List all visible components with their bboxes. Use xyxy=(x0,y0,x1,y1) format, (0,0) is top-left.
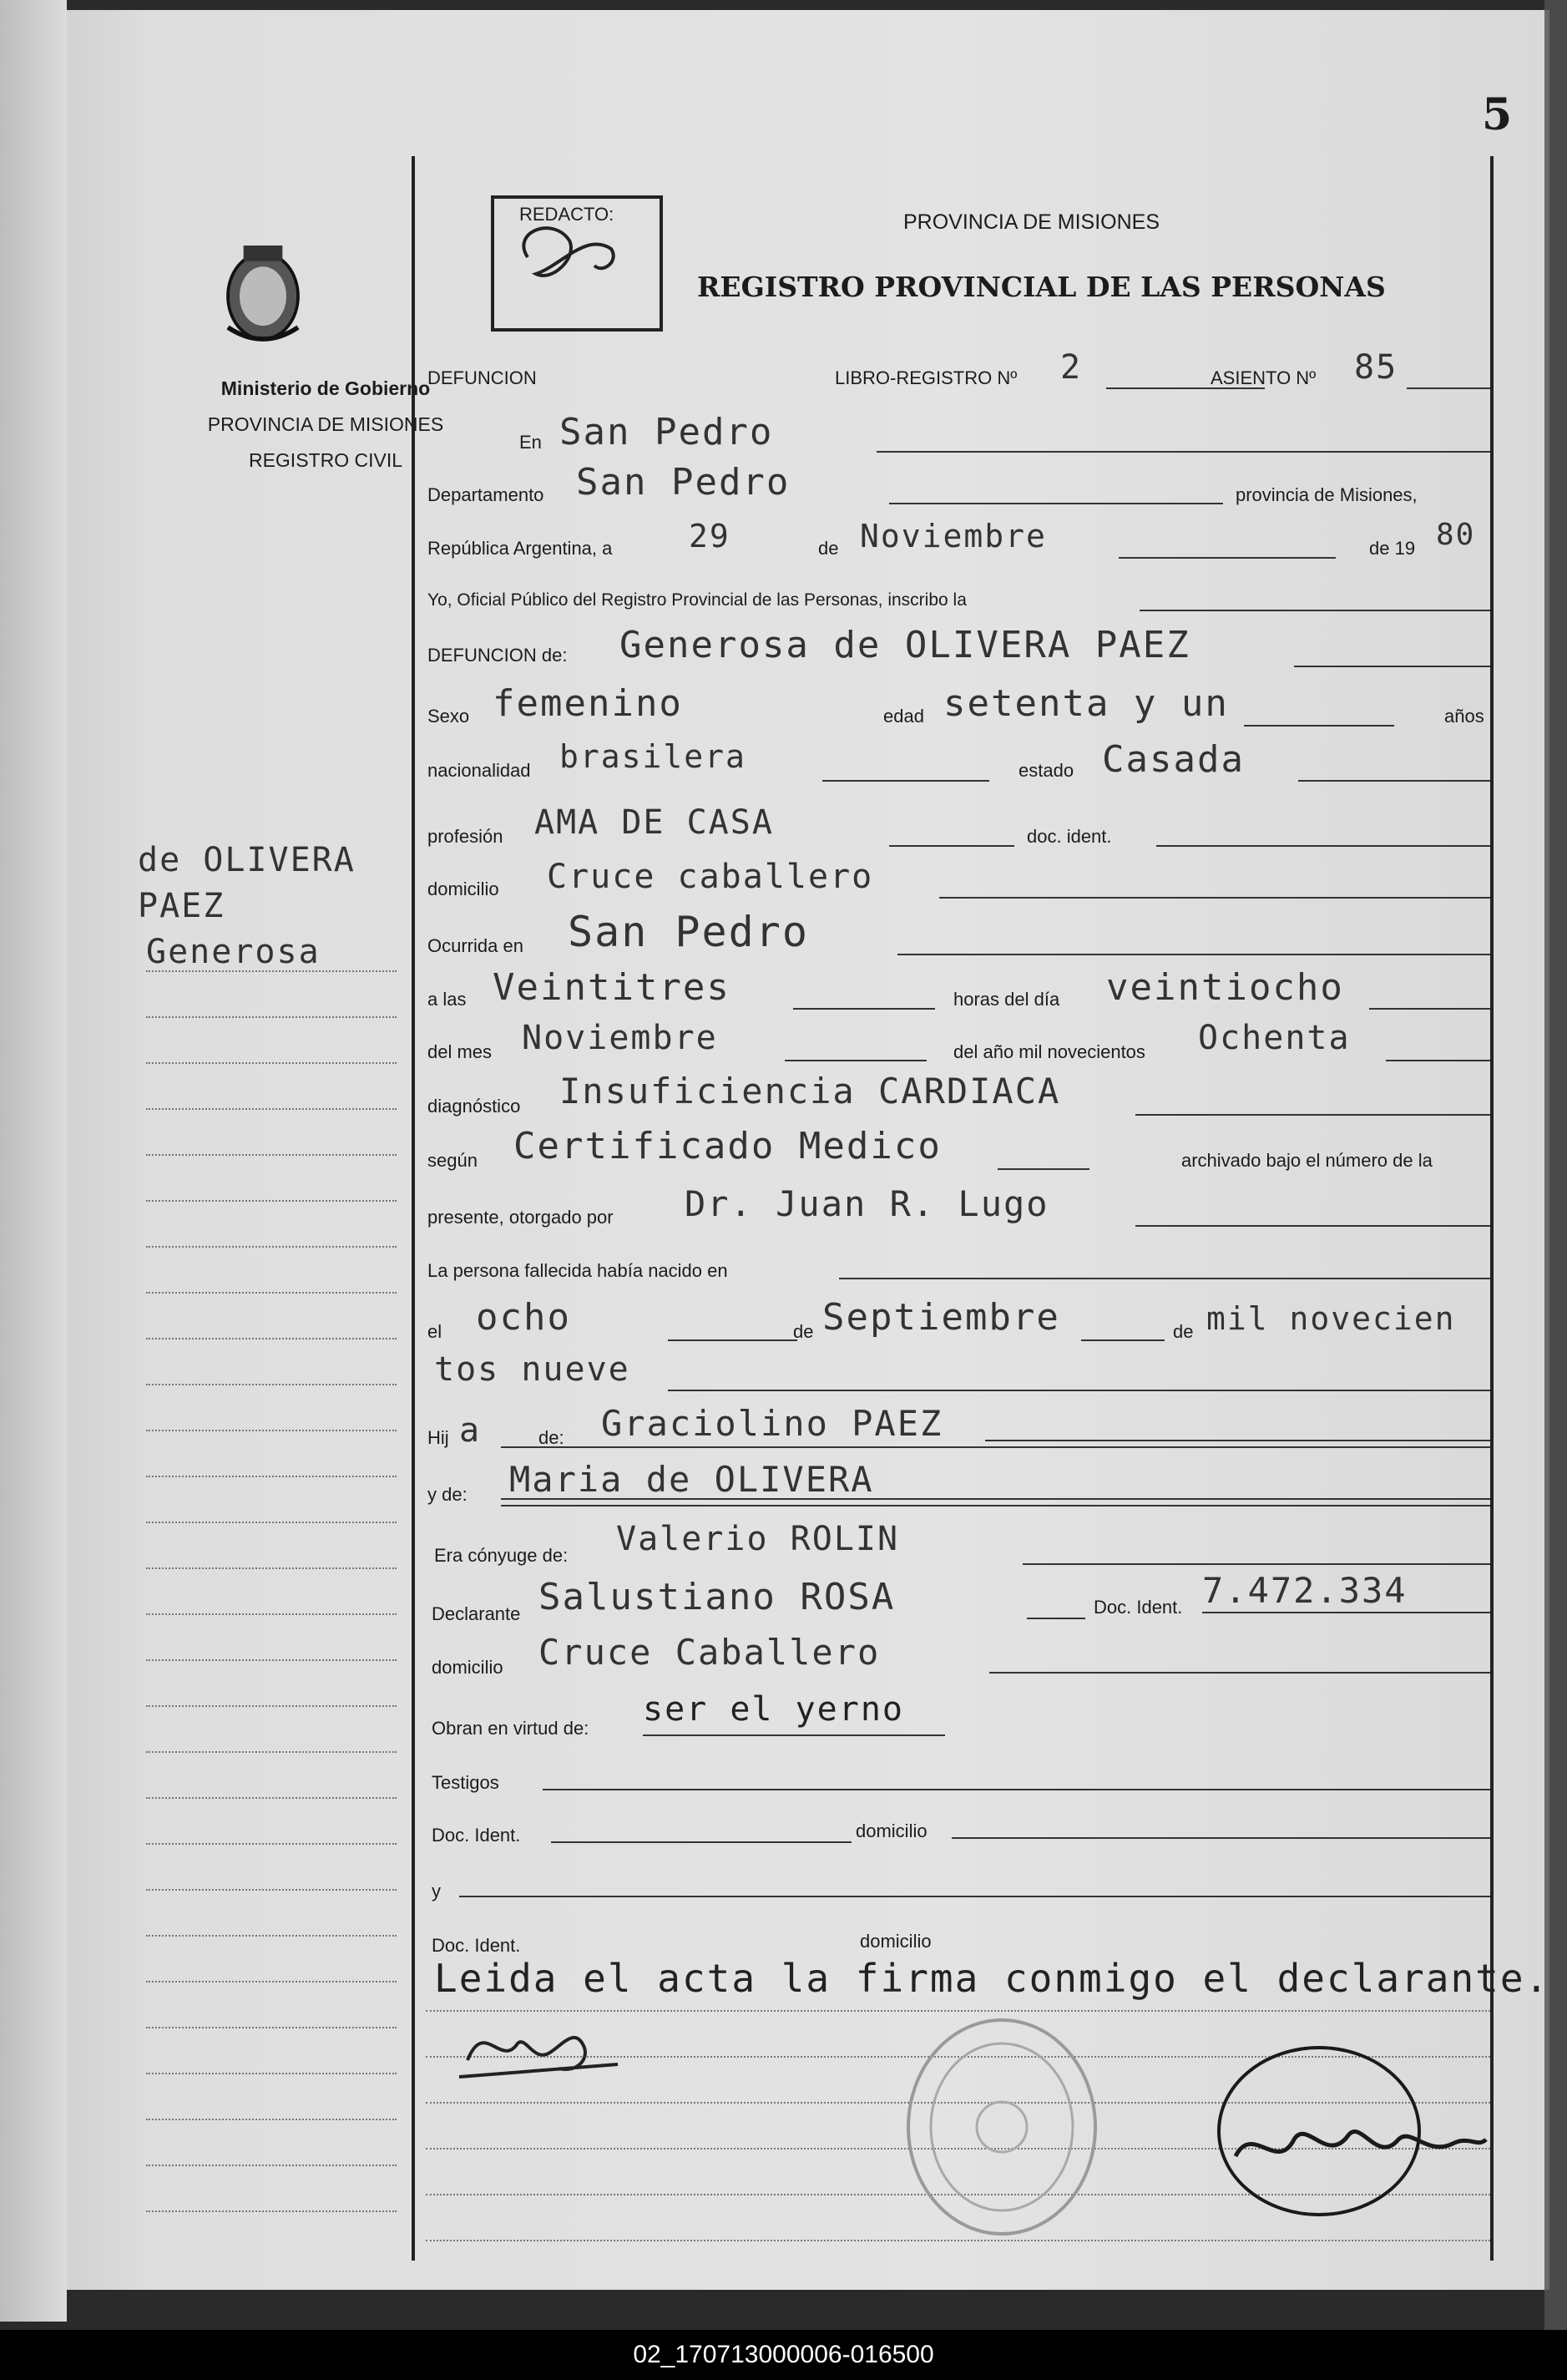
value-dia-texto: veintiocho xyxy=(1106,966,1344,1009)
value-medico: Dr. Juan R. Lugo xyxy=(685,1183,1049,1224)
label-segun: según xyxy=(427,1150,478,1171)
fill-padre-2 xyxy=(501,1446,1490,1448)
fill-hora xyxy=(793,1008,935,1010)
label-testigos: Testigos xyxy=(432,1772,499,1793)
value-estado: Casada xyxy=(1102,738,1245,781)
value-dia: 29 xyxy=(689,518,730,554)
label-asiento: ASIENTO Nº xyxy=(1211,367,1317,388)
label-nacionalidad: nacionalidad xyxy=(427,760,531,781)
label-presente: presente, otorgado por xyxy=(427,1207,614,1228)
value-nac-anio2: tos nueve xyxy=(434,1350,630,1389)
label-de-padre: de: xyxy=(538,1427,564,1448)
margin-note-line2: PAEZ xyxy=(138,887,225,925)
label-doc-ident: doc. ident. xyxy=(1027,826,1112,847)
label-estado: estado xyxy=(1019,760,1074,781)
stamp-label: REDACTO: xyxy=(519,204,614,225)
redacto-stamp xyxy=(491,195,663,332)
label-hij: Hij xyxy=(427,1427,449,1448)
label-republica: República Argentina, a xyxy=(427,538,613,559)
value-domicilio: Cruce caballero xyxy=(547,858,874,896)
value-nacionalidad: brasilera xyxy=(559,738,746,775)
value-domicilio-declarante: Cruce Caballero xyxy=(538,1632,881,1673)
official-signature xyxy=(1202,2039,1503,2231)
label-a-las: a las xyxy=(427,989,467,1010)
value-nac-dia: ocho xyxy=(476,1296,571,1339)
value-ocurrida: San Pedro xyxy=(568,908,809,956)
value-anio-texto: Ochenta xyxy=(1198,1019,1351,1057)
fill-ocurrida xyxy=(897,954,1490,955)
label-horas: horas del día xyxy=(953,989,1060,1010)
fill-nacionalidad xyxy=(822,780,989,782)
fill-nac-mes xyxy=(1081,1339,1165,1341)
fill-segun xyxy=(998,1168,1089,1170)
value-libro: 2 xyxy=(1060,348,1083,387)
fill-asiento xyxy=(1407,387,1490,389)
declarant-signature xyxy=(451,2002,634,2094)
label-el: el xyxy=(427,1321,442,1342)
label-libro: LIBRO-REGISTRO Nº xyxy=(835,367,1018,388)
label-domicilio: domicilio xyxy=(427,879,499,899)
value-diagnostico: Insuficiencia CARDIACA xyxy=(559,1071,1061,1112)
value-padre: Graciolino PAEZ xyxy=(601,1403,943,1444)
form-right-border xyxy=(1490,156,1494,2261)
fill-dia-texto xyxy=(1369,1008,1490,1010)
fill-domicilio-declarante xyxy=(989,1672,1490,1674)
label-departamento: Departamento xyxy=(427,484,544,505)
fill-diagnostico xyxy=(1135,1114,1490,1116)
label-del-mes: del mes xyxy=(427,1041,493,1062)
form-left-border xyxy=(412,156,415,2261)
fill-doc-testigo1 xyxy=(551,1841,852,1843)
label-conyuge: Era cónyuge de: xyxy=(434,1545,569,1566)
label-profesion: profesión xyxy=(427,826,503,847)
ministry-registry: REGISTRO CIVIL xyxy=(248,449,403,471)
value-hora: Veintitres xyxy=(493,966,730,1009)
fill-fallecido xyxy=(1294,666,1490,667)
fill-madre-2 xyxy=(501,1505,1490,1506)
label-en: En xyxy=(519,432,542,453)
value-segun: Certificado Medico xyxy=(513,1125,942,1167)
value-madre: Maria de OLIVERA xyxy=(509,1459,874,1500)
value-en: San Pedro xyxy=(559,411,774,453)
fill-padre xyxy=(985,1440,1490,1441)
value-conyuge: Valerio ROLIN xyxy=(616,1520,900,1558)
label-de: de xyxy=(818,538,839,559)
value-hija-suffix: a xyxy=(459,1411,482,1450)
fill-nac-anio2 xyxy=(668,1390,1490,1391)
value-mes: Noviembre xyxy=(860,518,1047,554)
ministry-name: Ministerio de Gobierno xyxy=(220,377,431,399)
value-edad: setenta y un xyxy=(943,682,1229,725)
label-doc-declarante: Doc. Ident. xyxy=(1094,1597,1183,1618)
value-sexo: femenino xyxy=(493,682,683,725)
fill-nacido xyxy=(839,1278,1490,1279)
fill-edad xyxy=(1244,725,1394,727)
value-nac-anio1: mil novecien xyxy=(1206,1300,1456,1337)
label-declarante: Declarante xyxy=(432,1603,521,1624)
fill-doc-ident xyxy=(1156,845,1490,847)
closing-statement: Leida el acta la firma conmigo el declarante. xyxy=(434,1956,1550,2001)
label-domicilio-declarante: domicilio xyxy=(432,1657,503,1678)
label-yo: Yo, Oficial Público del Registro Provincial de las Personas, inscribo la xyxy=(427,590,967,610)
fill-mes xyxy=(1119,557,1336,559)
label-edad: edad xyxy=(883,706,924,727)
fill-estado xyxy=(1298,780,1490,782)
fill-mes-texto xyxy=(785,1060,927,1061)
title-province: PROVINCIA DE MISIONES xyxy=(903,210,1160,234)
signature-initials xyxy=(494,199,653,316)
label-doc-testigo2: Doc. Ident. xyxy=(432,1935,521,1956)
label-y-de: y de: xyxy=(427,1484,468,1505)
label-obran: Obran en virtud de: xyxy=(432,1718,589,1739)
fill-y xyxy=(459,1896,1490,1897)
page-number: 5 xyxy=(1482,89,1513,140)
label-nacido: La persona fallecida había nacido en xyxy=(427,1260,728,1281)
value-fallecido: Generosa de OLIVERA PAEZ xyxy=(619,624,1190,666)
fill-doc-declarante xyxy=(1202,1612,1490,1613)
ministry-province: PROVINCIA DE MISIONES xyxy=(207,413,444,435)
value-anio: 80 xyxy=(1436,518,1476,552)
fill-departamento xyxy=(889,503,1223,504)
value-profesion: AMA DE CASA xyxy=(534,803,774,842)
official-seal xyxy=(902,2014,1102,2240)
label-doc-testigo1: Doc. Ident. xyxy=(432,1825,521,1846)
margin-note-line3: Generosa xyxy=(146,933,321,971)
fill-en xyxy=(877,451,1490,453)
label-anos: años xyxy=(1444,706,1484,727)
fill-nac-dia xyxy=(668,1339,797,1341)
fill-testigos xyxy=(543,1789,1490,1790)
register-page xyxy=(67,10,1549,2290)
value-mes-texto: Noviembre xyxy=(522,1019,718,1057)
fill-yo xyxy=(1140,610,1490,611)
label-ocurrida: Ocurrida en xyxy=(427,935,523,956)
fill-domicilio xyxy=(939,897,1490,899)
value-declarante: Salustiano ROSA xyxy=(538,1576,896,1618)
fill-anio-texto xyxy=(1386,1060,1490,1061)
label-defuncion: DEFUNCION xyxy=(427,367,537,388)
coat-of-arms-icon xyxy=(209,234,317,351)
value-departamento: San Pedro xyxy=(576,461,791,504)
margin-note-line1: de OLIVERA xyxy=(138,841,356,879)
title-registry: REGISTRO PROVINCIAL DE LAS PERSONAS xyxy=(697,271,1386,303)
fill-obran xyxy=(643,1734,945,1736)
label-de-nac: de xyxy=(793,1321,814,1342)
value-doc-declarante: 7.472.334 xyxy=(1202,1570,1408,1611)
left-page-edge xyxy=(0,0,67,2322)
label-defuncion-de: DEFUNCION de: xyxy=(427,645,568,666)
value-asiento: 85 xyxy=(1354,348,1398,387)
value-obran: ser el yerno xyxy=(643,1690,904,1729)
archive-footer: 02_170713000006-016500 xyxy=(0,2330,1567,2380)
label-de19: de 19 xyxy=(1369,538,1416,559)
fill-declarante xyxy=(1027,1618,1085,1619)
label-de-anio: de xyxy=(1173,1321,1194,1342)
label-domicilio-testigo2: domicilio xyxy=(860,1931,932,1952)
fill-profesion xyxy=(889,845,1014,847)
fill-madre xyxy=(501,1498,1490,1500)
fill-medico xyxy=(1135,1225,1490,1227)
fill-domicilio-testigo1 xyxy=(952,1837,1490,1839)
value-nac-mes: Septiembre xyxy=(822,1296,1060,1339)
label-domicilio-testigo1: domicilio xyxy=(856,1820,928,1841)
label-diagnostico: diagnóstico xyxy=(427,1096,521,1117)
label-anio-mil: del año mil novecientos xyxy=(953,1041,1145,1062)
label-y: y xyxy=(432,1881,441,1901)
label-sexo: Sexo xyxy=(427,706,470,727)
fill-conyuge xyxy=(1023,1563,1490,1565)
label-archivado: archivado bajo el número de la xyxy=(1181,1150,1433,1171)
label-provincia: provincia de Misiones, xyxy=(1236,484,1418,505)
